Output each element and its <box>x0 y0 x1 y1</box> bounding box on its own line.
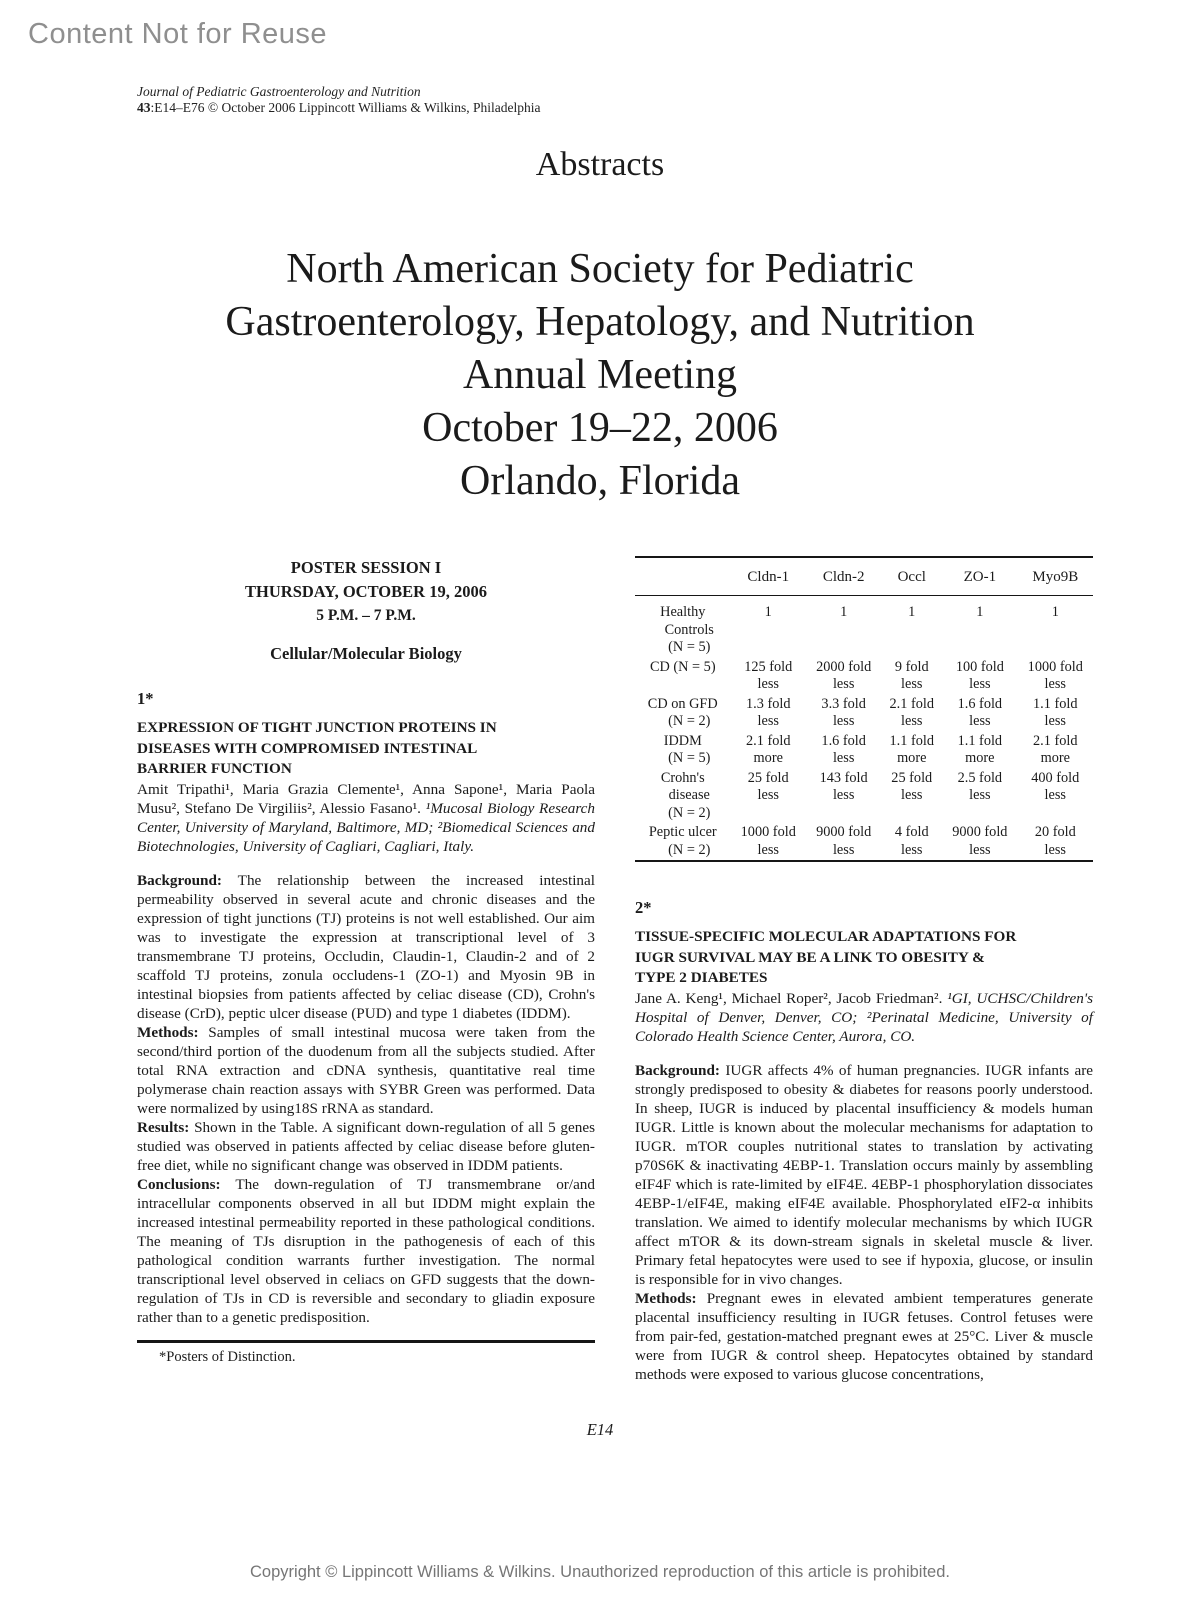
table-cell <box>806 658 881 695</box>
table-cell-line: less <box>832 676 855 692</box>
table-cell <box>942 695 1017 732</box>
affiliation-list: ¹GI, UCHSC/Children's Hospital of Denver, Denver, CO; ²Perinatal Medicine, University of Colorado Health Science Center, Aurora, CO. <box>635 989 1093 1045</box>
session-time: 5 P.M. – 7 P.M. <box>316 607 416 624</box>
watermark-text: Content Not for Reuse <box>28 18 328 50</box>
table-cell <box>881 596 942 658</box>
table-cell-line: 25 fold <box>747 769 789 786</box>
row-label-line: (N = 2) <box>668 804 711 821</box>
table-cell-line: 100 fold <box>955 658 1004 675</box>
page-number: E14 <box>586 1420 614 1439</box>
abstract-number: 2* <box>635 898 652 917</box>
table-cell-line: more <box>965 750 995 766</box>
author-list: Jane A. Keng¹, Michael Roper², Jacob Friedman². <box>635 989 948 1007</box>
table-cell-line: less <box>757 713 779 729</box>
table-cell-line: less <box>757 676 779 692</box>
table-cell-line: 1 <box>1051 604 1059 620</box>
table-cell <box>731 695 806 732</box>
abstract-title-line: DISEASES WITH COMPROMISED INTESTINAL <box>137 739 478 757</box>
two-column-body <box>137 556 1093 1384</box>
table-cell-line: less <box>969 841 991 858</box>
row-label <box>635 823 731 861</box>
abstract-paragraph: Methods: Samples of small intestinal mucosa were taken from the second/third portion of the duodenum from all the subjects studied. After total RNA extraction and cDNA synthesis, quantitative real time polymerase chain reaction assays with SYBR Green was performed. Data were normalized by using18S rRNA as standard. <box>137 1023 595 1117</box>
row-label <box>635 596 731 658</box>
journal-citation-rest: :E14–E76 © October 2006 Lippincott Williams & Wilkins, Philadelphia <box>150 100 541 115</box>
abstract-title-line: BARRIER FUNCTION <box>137 760 292 777</box>
table-cell <box>731 596 806 658</box>
abstract-authors <box>635 989 1093 1046</box>
table-header-cell: Occl <box>881 557 942 596</box>
table-header-cell: Cldn-2 <box>806 557 881 596</box>
session-category: Cellular/Molecular Biology <box>270 644 462 663</box>
abstract-number: 1* <box>137 689 154 708</box>
table-cell-line: more <box>897 750 927 766</box>
table-cell-line: less <box>901 713 923 729</box>
table-header-row <box>635 557 1093 596</box>
table-row <box>635 695 1093 732</box>
paragraph-label: Methods: <box>137 1023 199 1041</box>
table-cell-line: less <box>901 841 923 858</box>
table-cell-line: less <box>1044 676 1066 692</box>
row-label-line: (N = 5) <box>668 750 711 766</box>
table-cell-line: 1 <box>976 604 984 620</box>
table-header-cell: Myo9B <box>1018 557 1093 596</box>
left-column <box>137 556 595 1384</box>
affiliation-list: ¹Mucosal Biology Research Center, University of Maryland, Baltimore, MD; ²Biomedical Sciences and Biotechnologies, University of Cagliari, Cagliari, Italy. <box>137 799 596 855</box>
table-row <box>635 769 1093 824</box>
session-header <box>137 556 595 628</box>
table-cell <box>806 769 881 824</box>
table-cell-line: more <box>1040 750 1070 766</box>
abstract-authors <box>137 780 595 856</box>
table-row <box>635 658 1093 695</box>
journal-name: Journal of Pediatric Gastroenterology and Nutrition <box>137 84 421 99</box>
table-cell <box>806 695 881 732</box>
table-cell <box>942 658 1017 695</box>
row-label <box>635 695 731 732</box>
row-label-line: IDDM <box>663 732 702 749</box>
table-cell-line: less <box>901 676 923 692</box>
row-label <box>635 769 731 824</box>
table-cell-line: less <box>757 841 779 858</box>
table-cell-line: 9000 fold <box>952 824 1008 840</box>
row-label-line: Crohn's <box>660 769 705 786</box>
table-cell-line: 1.6 fold <box>957 695 1003 712</box>
abstract-body <box>635 1061 1093 1384</box>
table-cell <box>1018 732 1093 769</box>
table-cell <box>881 658 942 695</box>
table-cell-line: 20 fold <box>1034 824 1076 840</box>
table-cell-line: 1.1 fold <box>889 732 934 749</box>
table-cell <box>1018 769 1093 824</box>
table-cell-line: 1.1 fold <box>957 732 1003 749</box>
row-label-line: Healthy <box>660 604 706 620</box>
results-table <box>635 556 1093 862</box>
table-cell-line: less <box>832 713 855 729</box>
abstract-paragraph: Conclusions: The down-regulation of TJ transmembrane or/and intracellular components observed in all but IDDM might explain the increased intestinal permeability reported in these pathological conditions. The meaning of TJs disruption in the pathogenesis of each of this pathological condition warrants further investigation. The normal transcriptional level observed in celiacs on GFD suggests that the down-regulation of TJs in CD is reversible and secondary to gliadin exposure rather than to a genetic predisposition. <box>137 1175 595 1326</box>
copyright-footer: Copyright © Lippincott Williams & Wilkins. Unauthorized reproduction of this article is prohibited. <box>250 1563 950 1581</box>
table-cell <box>1018 695 1093 732</box>
meeting-title <box>0 243 1200 508</box>
table-cell-line: 1000 fold <box>1027 658 1083 675</box>
session-name: POSTER SESSION I <box>290 558 442 577</box>
session-date: THURSDAY, OCTOBER 19, 2006 <box>245 582 487 601</box>
author-list: Amit Tripathi¹, Maria Grazia Clemente¹, Anna Sapone¹, Maria Paola Musu², Stefano De Virgiliis², Alessio Fasano¹. <box>137 780 595 817</box>
paragraph-label: Background: <box>635 1061 720 1079</box>
paragraph-label: Background: <box>137 871 222 889</box>
row-label-line: CD on GFD <box>647 695 718 712</box>
row-label-line: CD (N = 5) <box>649 658 716 675</box>
table-cell <box>881 769 942 824</box>
table-cell-line: more <box>753 750 783 766</box>
meeting-title-line: October 19–22, 2006 <box>422 405 778 451</box>
table-cell-line: 4 fold <box>894 824 929 840</box>
abstract-paragraph: Background: IUGR affects 4% of human pregnancies. IUGR infants are strongly predisposed to obesity & diabetes for reasons poorly understood. In sheep, IUGR is induced by placental insufficiency & models human IUGR. Little is known about the molecular mechanisms for adaptation to IUGR. mTOR couples nutritional states to translation by activating p70S6K & inactivating 4EBP-1. Translation occurs mainly by assembling eIF4F which is rate-limited by eIF4E. 4EBP-1 phosphorylation dissociates 4EBP-1/eIF4E, making eIF4E available. Phosphorylated eIF2-α inhibits translation. We aimed to identify molecular mechanisms by which IUGR affect mTOR & its down-stream signals in skeletal muscle & liver. Primary fetal hepatocytes were used to see if hypoxia, glucose, or insulin is responsible for in vivo changes. <box>635 1061 1093 1288</box>
paragraph-label: Results: <box>137 1118 190 1136</box>
table-cell-line: less <box>969 787 991 803</box>
journal-citation <box>137 100 541 116</box>
row-label-line: (N = 2) <box>668 713 711 729</box>
page-title: Abstracts <box>535 146 665 183</box>
abstract-title <box>635 927 1093 989</box>
table-row <box>635 732 1093 769</box>
table-cell <box>1018 658 1093 695</box>
row-label <box>635 732 731 769</box>
table-cell-line: less <box>901 787 923 803</box>
journal-volume: 43 <box>137 100 151 115</box>
meeting-title-line: Orlando, Florida <box>460 458 740 504</box>
abstract-title-line: IUGR SURVIVAL MAY BE A LINK TO OBESITY & <box>635 948 985 966</box>
row-label-line: disease <box>668 787 710 803</box>
table-cell-line: 1.1 fold <box>1033 695 1078 712</box>
table-cell-line: less <box>969 713 991 729</box>
table-cell-line: 2.5 fold <box>957 769 1003 786</box>
table-cell <box>806 732 881 769</box>
row-label-line: (N = 2) <box>668 841 711 858</box>
table-cell-line: 3.3 fold <box>821 695 866 712</box>
table-cell-line: less <box>832 787 855 803</box>
table-cell-line: 25 fold <box>891 769 933 786</box>
table-cell-line: 2000 fold <box>816 658 872 675</box>
row-label-line: Controls <box>664 621 714 638</box>
table-cell-line: 1 <box>908 604 916 620</box>
table-cell-line: 1000 fold <box>740 824 796 840</box>
table-cell <box>942 823 1017 861</box>
table-cell-line: less <box>757 787 779 803</box>
table-cell-line: less <box>1044 841 1066 858</box>
table-cell-line: 9 fold <box>894 658 929 675</box>
table-cell-line: 400 fold <box>1031 769 1080 786</box>
table-cell <box>942 732 1017 769</box>
table-cell <box>1018 596 1093 658</box>
table-cell-line: 143 fold <box>819 769 868 786</box>
meeting-title-line: Gastroenterology, Hepatology, and Nutrition <box>225 299 975 345</box>
table-cell-line: 1.6 fold <box>821 732 866 749</box>
abstract-title <box>137 718 595 780</box>
table-cell <box>731 658 806 695</box>
table-cell-line: less <box>969 676 991 692</box>
table-cell-line: less <box>832 841 855 858</box>
posters-footnote: *Posters of Distinction. <box>159 1348 296 1365</box>
meeting-title-line: North American Society for Pediatric <box>286 246 914 292</box>
table-cell <box>942 769 1017 824</box>
table-cell-line: 2.1 fold <box>889 695 934 712</box>
table-cell-line: 1 <box>840 604 848 620</box>
right-column <box>635 556 1093 1384</box>
table-cell <box>881 732 942 769</box>
meeting-title-line: Annual Meeting <box>462 352 738 398</box>
table-header-cell: Cldn-1 <box>731 557 806 596</box>
table-cell-line: 125 fold <box>744 658 793 675</box>
abstract-1 <box>137 689 595 1327</box>
journal-header <box>137 84 541 116</box>
table-cell <box>881 695 942 732</box>
paragraph-label: Conclusions: <box>137 1175 221 1193</box>
table-cell-line: 2.1 fold <box>1033 732 1078 749</box>
table-cell <box>1018 823 1093 861</box>
table-cell <box>806 823 881 861</box>
table-cell-line: 9000 fold <box>816 824 872 840</box>
abstract-2 <box>635 898 1093 1384</box>
table-cell-line: 2.1 fold <box>746 732 791 749</box>
table-cell <box>942 596 1017 658</box>
row-label-line: (N = 5) <box>668 639 711 655</box>
paragraph-label: Methods: <box>635 1289 697 1307</box>
table-cell-line: 1.3 fold <box>746 695 791 712</box>
table-header-cell <box>635 557 731 596</box>
table-row <box>635 596 1093 658</box>
abstract-body <box>137 871 595 1327</box>
row-label <box>635 658 731 695</box>
table-cell <box>881 823 942 861</box>
table-header-cell: ZO-1 <box>942 557 1017 596</box>
table-cell <box>731 732 806 769</box>
abstract-paragraph: Background: The relationship between the increased intestinal permeability observed in several acute and chronic diseases and the expression of tight junctions (TJ) proteins is not well established. Our aim was to investigate the expression at transcriptional level of 3 transmembrane TJ proteins, Occludin, Claudin-1, Claudin-2 and of 2 scaffold TJ proteins, zonula occludens-1 (ZO-1) and Myosin 9B in intestinal biopsies from patients affected by celiac disease (CD), Crohn's disease (CrD), peptic ulcer disease (PUD) and type 1 diabetes (IDDM). <box>137 871 595 1022</box>
table-cell <box>806 596 881 658</box>
table-cell <box>731 769 806 824</box>
abstract-paragraph: Results: Shown in the Table. A significant down-regulation of all 5 genes studied was observed in patients affected by celiac disease before gluten-free diet, while no significant change was observed in IDDM patients. <box>137 1118 595 1174</box>
abstract-title-line: EXPRESSION OF TIGHT JUNCTION PROTEINS IN <box>137 719 497 736</box>
row-label-line: Peptic ulcer <box>648 824 717 840</box>
table-cell-line: less <box>1044 787 1066 803</box>
table-cell-line: less <box>1044 713 1066 729</box>
table-row <box>635 823 1093 861</box>
abstract-title-line: TYPE 2 DIABETES <box>635 969 768 986</box>
footnote-rule <box>137 1340 595 1343</box>
table-cell-line: less <box>832 750 855 766</box>
table-cell <box>731 823 806 861</box>
abstract-title-line: TISSUE-SPECIFIC MOLECULAR ADAPTATIONS FOR <box>635 928 1017 945</box>
table-cell-line: 1 <box>764 604 772 620</box>
abstract-paragraph: Methods: Pregnant ewes in elevated ambient temperatures generate placental insufficiency resulting in IUGR fetuses. Control fetuses were from pair-fed, gestation-matched pregnant ewes at 25°C. Liver & muscle were from IUGR & control sheep. Hepatocytes obtained by standard methods were exposed to various glucose concentrations, <box>635 1289 1093 1383</box>
